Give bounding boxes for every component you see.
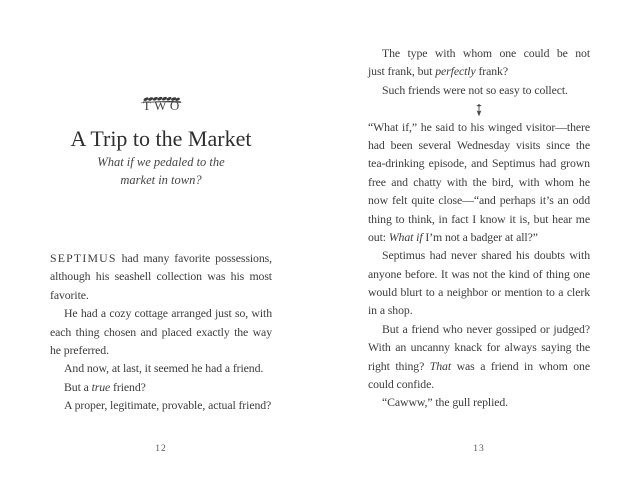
text-line: out: What if I’m not a badger at all?” [368, 229, 538, 244]
text-line: in a shop. [368, 303, 413, 318]
section-break-ornament [368, 99, 590, 117]
text-line: “Cawww,” the gull replied. [382, 395, 509, 410]
text-line: But a true friend? [64, 379, 146, 394]
text-line: anyone before. It was not the kind of thing one [368, 266, 590, 281]
text-line: “What if,” he said to his winged visitor—there [368, 119, 590, 134]
chapter-number: TWO [142, 98, 183, 113]
chapter-epigraph [50, 153, 272, 189]
left-page-body [50, 249, 272, 415]
text-line: SEPTIMUS had many favorite possessions, [50, 251, 272, 265]
right-page [368, 0, 590, 480]
text-line: each thing chosen and placed exactly the way [50, 324, 272, 339]
page-number-right: 13 [473, 444, 485, 454]
text-line: had been several Wednesday visits since the [368, 137, 590, 152]
text-line: Such friends were not so easy to collect. [382, 82, 568, 97]
down-leaf-icon [474, 103, 484, 117]
text-line: now felt quite close—“and perhaps it’s an odd [368, 193, 590, 208]
epigraph-line: market in town? [120, 173, 202, 187]
text-line: right thing? That was a friend in whom one [368, 358, 590, 373]
text-line: although his seashell collection was his most [50, 269, 272, 284]
page-number-left: 12 [155, 444, 167, 454]
text-line: could confide. [368, 377, 435, 392]
text-line: thing to think, in fact I know it is, but hear me [368, 211, 590, 226]
text-line: he preferred. [50, 342, 109, 357]
text-line: would blurt to a neighbor or mention to a clerk [368, 285, 590, 300]
chapter-title: A Trip to the Market [70, 126, 252, 151]
text-line: Septimus had never shared his doubts with [382, 248, 590, 263]
text-line: He had a cozy cottage arranged just so, with [64, 306, 272, 321]
text-line: favorite. [50, 287, 89, 302]
text-line: With an uncanny knack for always saying the [368, 340, 590, 355]
text-line: A proper, legitimate, provable, actual friend? [64, 398, 272, 413]
text-line: free and chatty with the bird, with whom he [368, 174, 590, 189]
epigraph-line: What if we pedaled to the [97, 155, 225, 169]
right-page-body [368, 44, 590, 412]
text-line: The type with whom one could be not [382, 46, 590, 60]
left-page [50, 0, 272, 480]
text-line: tea-drinking episode, and Septimus had grown [368, 156, 590, 171]
text-line: But a friend who never gossiped or judged? [382, 321, 590, 336]
text-line: just frank, but perfectly frank? [368, 64, 508, 79]
text-line: And now, at last, it seemed he had a friend. [64, 361, 264, 376]
